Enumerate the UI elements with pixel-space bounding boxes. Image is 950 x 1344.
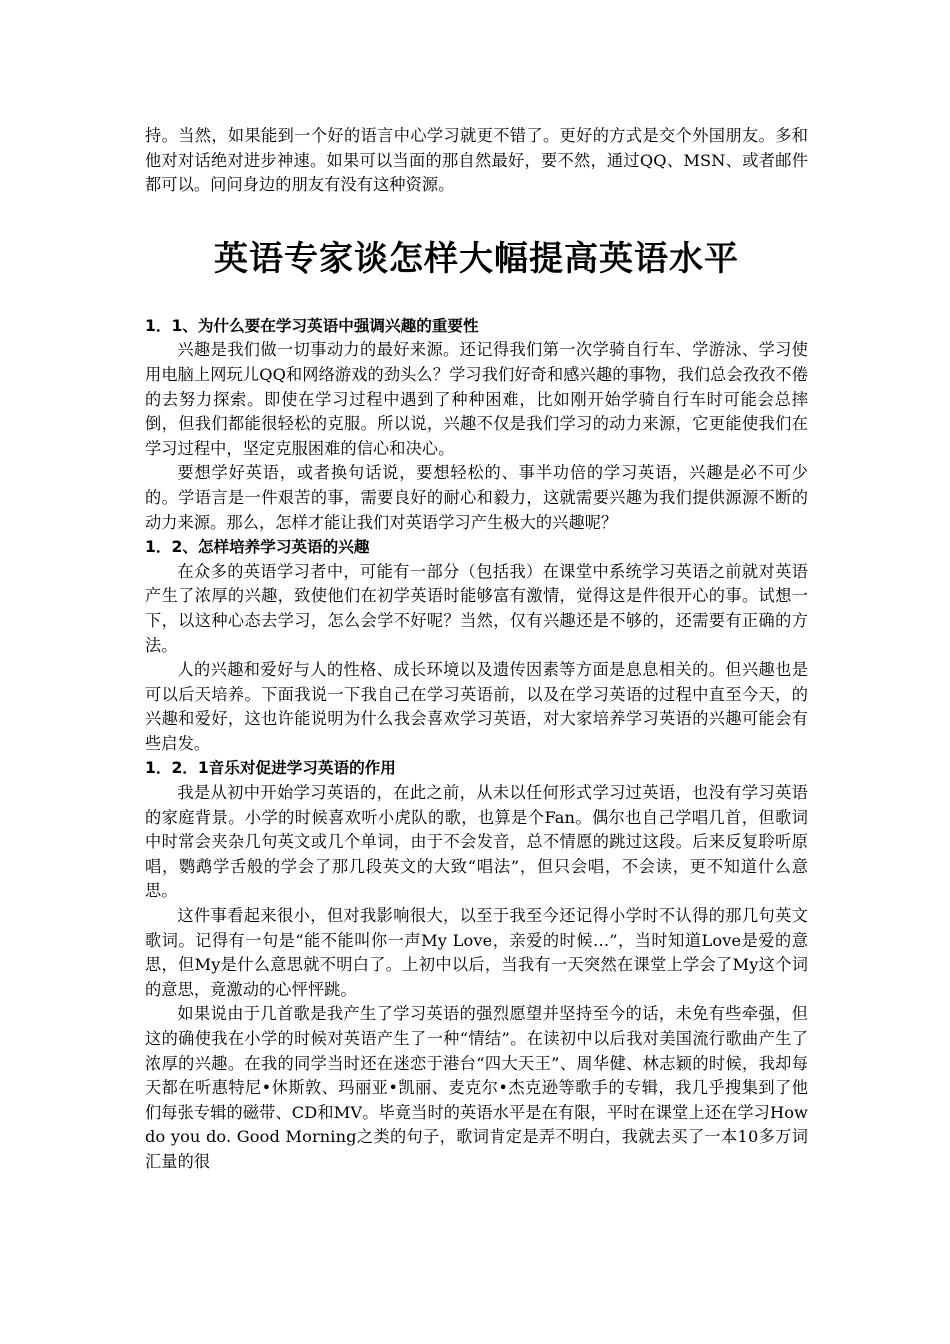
paragraph: 如果说由于几首歌是我产生了学习英语的强烈愿望并坚持至今的话，未免有些牵强，但这的确使我在小学的时候对英语产生了一种“情结”。在读初中以后我对美国流行歌曲产生了浓厚的兴趣。在我的同学当时还在迷恋于港台“四大天王”、周华健、林志颖的时候，我却每天都在听惠特尼•休斯敦、玛丽亚•凯丽、麦克尔•杰克逊等歌手的专辑，我几乎搜集到了他们每张专辑的磁带、CD和MV。毕竟当时的英语水平是在有限，平时在课堂上还在学习How do you do. Good Morning之类的句子，歌词肯定是弄不明白，我就去买了一本10多万词汇量的很 [145,1004,808,1171]
document-body [145,124,808,1175]
section-1-2-1 [145,756,808,1174]
intro-paragraph: 持。当然，如果能到一个好的语言中心学习就更不错了。更好的方式是交个外国朋友。多和他对对话绝对进步神速。如果可以当面的那自然最好，要不然，通过QQ、MSN、或者邮件都可以。问问身边的朋友有没有这种资源。 [145,126,808,195]
paragraph: 在众多的英语学习者中，可能有一部分（包括我）在课堂中系统学习英语之前就对英语产生了浓厚的兴趣，致使他们在初学英语时能够富有激情，觉得这是件很开心的事。试想一下，以这种心态去学习，怎么会学不好呢？当然，仅有兴趣还是不够的，还需要有正确的方法。 [145,561,808,655]
paragraph: 人的兴趣和爱好与人的性格、成长环境以及遗传因素等方面是息息相关的。但兴趣也是可以后天培养。下面我说一下我自己在学习英语前，以及在学习英语的过程中直至今天，的兴趣和爱好，这也许能说明为什么我会喜欢学习英语，对大家培养学习英语的兴趣可能会有些启发。 [145,660,808,753]
paragraph: 这件事看起来很小，但对我影响很大，以至于我至今还记得小学时不认得的那几句英文歌词。记得有一句是“能不能叫你一声My Love，亲爱的时候…”，当时知道Love是爱的意思，但My是什么意思就不明白了。上初中以后，当我有一天突然在课堂上学会了My这个词的意思，竟激动的心怦怦跳。 [145,906,808,999]
paragraph: 兴趣是我们做一切事动力的最好来源。还记得我们第一次学骑自行车、学游泳、学习使用电脑上网玩儿QQ和网络游戏的劲头么？学习我们好奇和感兴趣的事物，我们总会孜孜不倦的去努力探索。即使在学习过程中遇到了种种困难，比如刚开始学骑自行车时可能会总摔倒，但我们都能很轻松的克服。所以说，兴趣不仅是我们学习的动力来源，它更能使我们在学习过程中，坚定克服困难的信心和决心。 [145,340,808,458]
section-1-1 [145,314,808,535]
page-title: 英语专家谈怎样大幅提高英语水平 [214,238,739,279]
section-1-2 [145,535,808,756]
paragraph: 我是从初中开始学习英语的，在此之前，从未以任何形式学习过英语，也没有学习英语的家庭背景。小学的时候喜欢听小虎队的歌，也算是个Fan。偶尔也自己学唱几首，但歌词中时常会夹杂几句英文或几个单词，由于不会发音，总不情愿的跳过这段。后来反复聆听原唱，鹦鹉学舌般的学会了那几段英文的大致“唱法”，但只会唱，不会读，更不知道什么意思。 [145,783,808,901]
section-heading: 1．2．1音乐对促进学习英语的作用 [145,759,396,778]
section-heading: 1．1、为什么要在学习英语中强调兴趣的重要性 [145,316,479,335]
section-heading: 1．2、怎样培养学习英语的兴趣 [145,538,370,557]
paragraph: 要想学好英语，或者换句话说，要想轻松的、事半功倍的学习英语，兴趣是必不可少的。学语言是一件艰苦的事，需要良好的耐心和毅力，这就需要兴趣为我们提供源源不断的动力来源。那么，怎样才能让我们对英语学习产生极大的兴趣呢？ [145,463,808,532]
